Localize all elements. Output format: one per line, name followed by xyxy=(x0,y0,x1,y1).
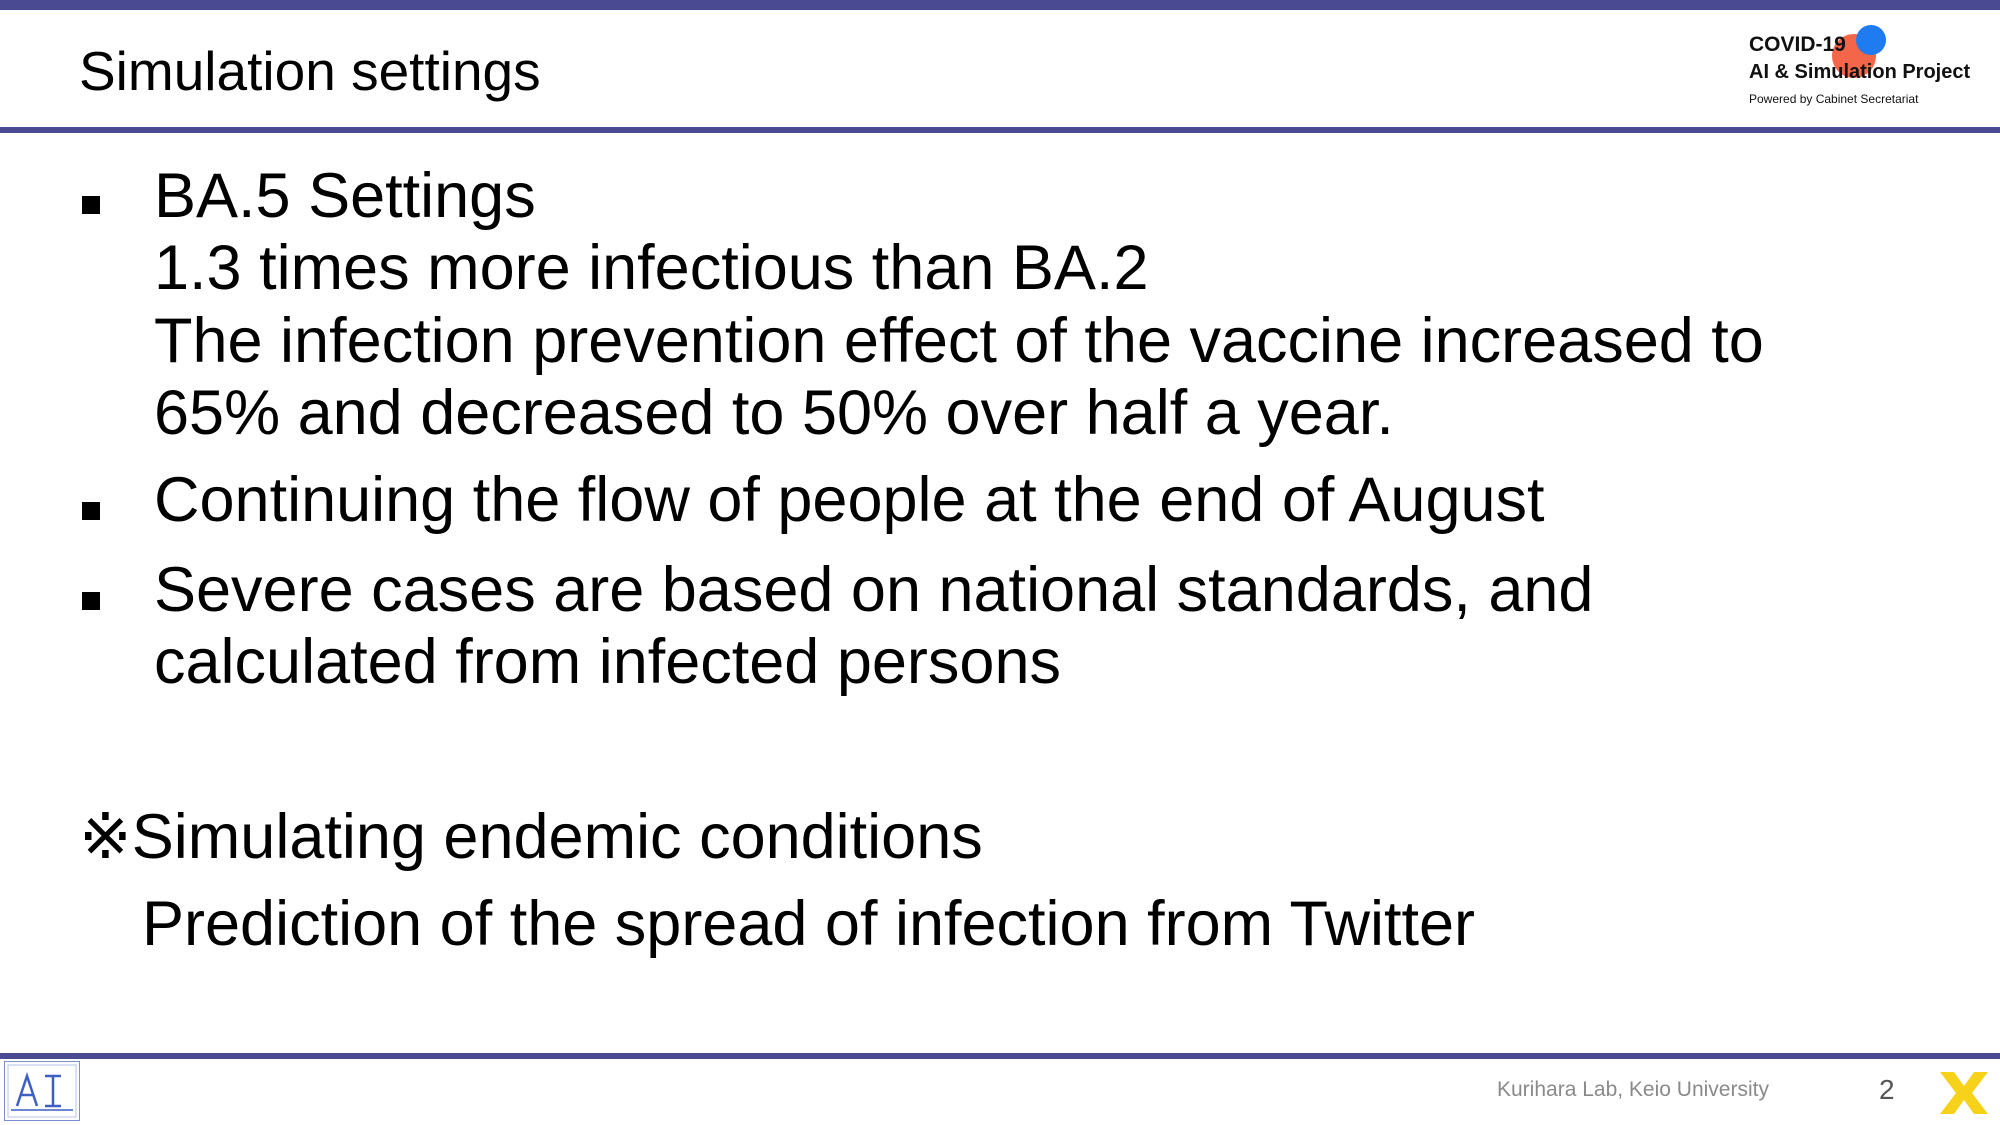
logo-line-1: COVID-19 xyxy=(1749,33,1846,56)
logo-line-2: AI & Simulation Project xyxy=(1749,61,1971,83)
bullet-1-line-1: BA.5 Settings xyxy=(154,161,536,231)
logo-line-3: Powered by Cabinet Secretariat xyxy=(1749,92,1919,106)
bullet-1-line-4: 65% and decreased to 50% over half a year. xyxy=(154,378,1394,448)
note-line-1: ※Simulating endemic conditions xyxy=(79,802,983,872)
bullet-marker-2 xyxy=(82,502,100,520)
bullet-1-line-3: The infection prevention effect of the vaccine increased to xyxy=(154,306,1764,376)
ai-lab-logo-icon xyxy=(4,1061,80,1121)
bullet-3-line-2: calculated from infected persons xyxy=(154,627,1061,697)
bullet-1-line-2: 1.3 times more infectious than BA.2 xyxy=(154,233,1149,303)
bullet-3-line-1: Severe cases are based on national standards, and xyxy=(154,555,1594,625)
yellow-x-logo-icon xyxy=(1936,1068,1992,1118)
page-number: 2 xyxy=(1879,1074,1895,1105)
bullet-marker-3 xyxy=(82,592,100,610)
footer-credit: Kurihara Lab, Keio University xyxy=(1497,1078,1769,1101)
page-title: Simulation settings xyxy=(79,40,541,102)
bullet-marker-1 xyxy=(82,196,100,214)
logo-blue-dot xyxy=(1856,25,1886,55)
bullet-2-line-1: Continuing the flow of people at the end of August xyxy=(154,465,1545,535)
footer-divider xyxy=(0,1053,2000,1059)
note-line-2: Prediction of the spread of infection from Twitter xyxy=(142,889,1475,959)
